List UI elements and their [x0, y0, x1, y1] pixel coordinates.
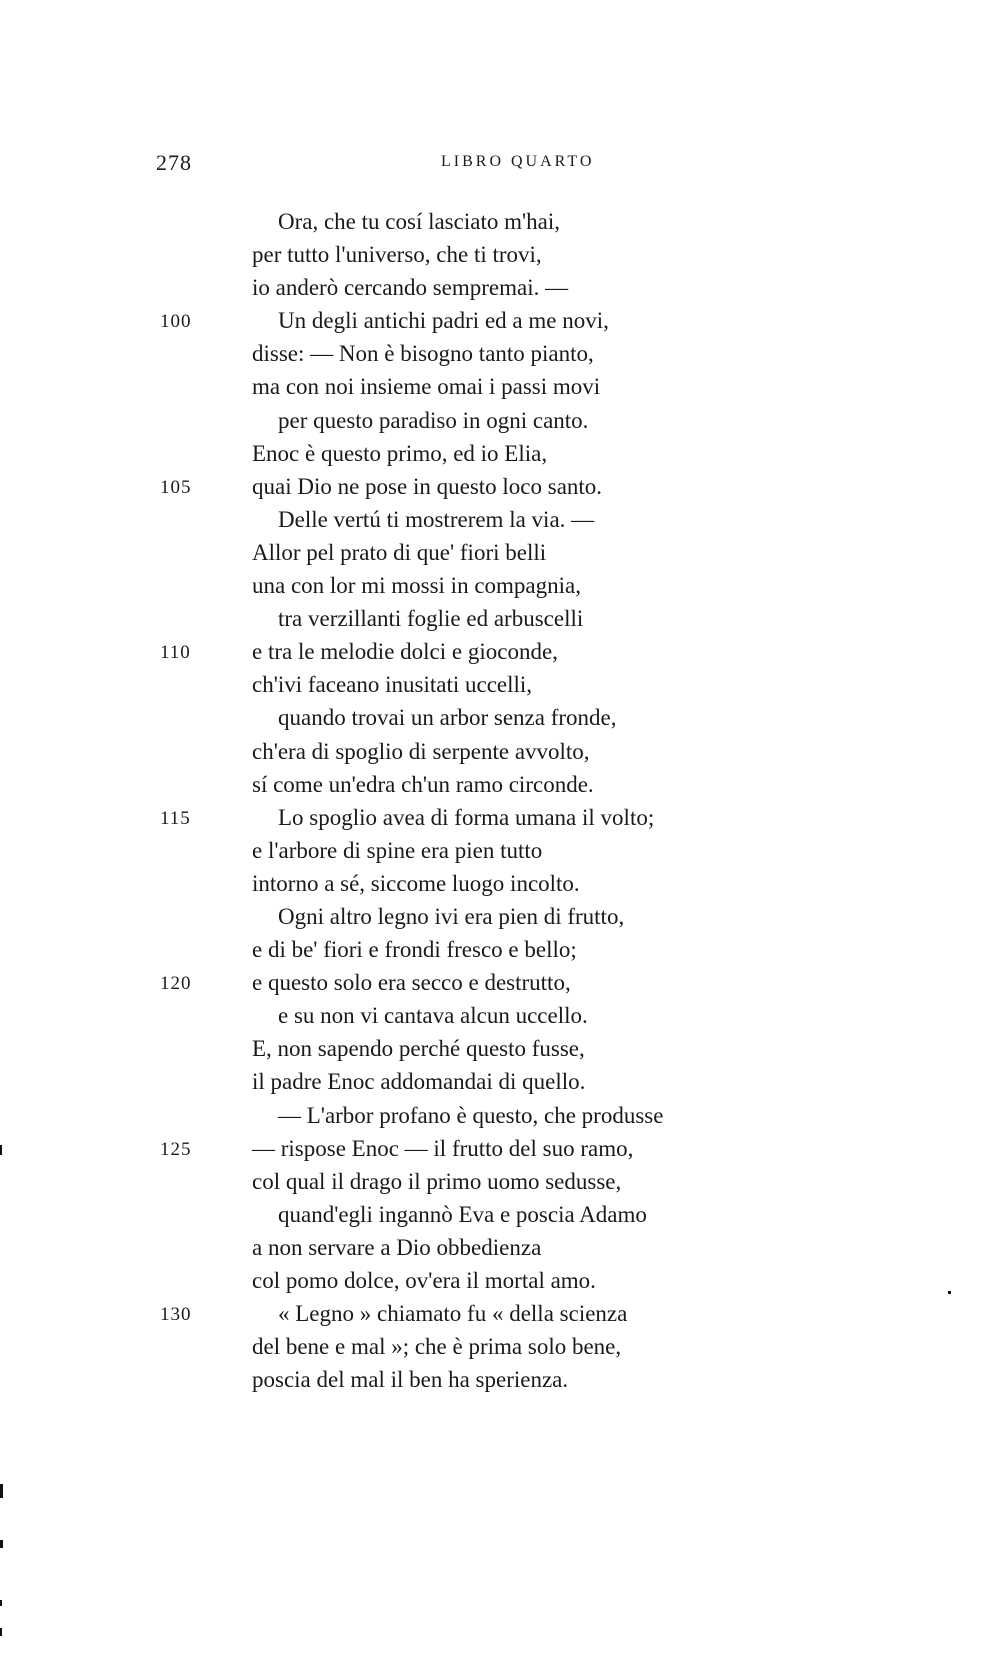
verse-line	[0, 1330, 998, 1363]
verse-line	[0, 271, 998, 304]
verse-line	[0, 1198, 998, 1231]
verse-line	[0, 437, 998, 470]
verse-line	[0, 1231, 998, 1264]
page-number: 278	[156, 150, 192, 175]
verse-text: a non servare a Dio obbedienza	[252, 1234, 542, 1260]
verse-text: del bene e mal »; che è prima solo bene,	[252, 1334, 622, 1360]
verse-text: col qual il drago il primo uomo sedusse,	[252, 1168, 622, 1194]
verse-text: ch'ivi faceano inusitati uccelli,	[252, 672, 533, 698]
verse-text: e di be' fiori e frondi fresco e bello;	[252, 937, 577, 963]
verse-line	[0, 470, 998, 503]
verse-line	[0, 1264, 998, 1297]
verse-text: quando trovai un arbor senza fronde,	[278, 705, 617, 731]
verse-line	[0, 1032, 998, 1065]
verse-text: E, non sapendo perché questo fusse,	[252, 1036, 585, 1062]
line-number: 120	[160, 973, 192, 995]
verse-line	[0, 933, 998, 966]
verse-text: Enoc è questo primo, ed io Elia,	[252, 440, 548, 466]
verse-line	[0, 768, 998, 801]
verse-text: « Legno » chiamato fu « della scienza	[278, 1301, 628, 1327]
verse-line	[0, 867, 998, 900]
running-head: LIBRO QUARTO	[441, 153, 595, 170]
verse-line	[0, 536, 998, 569]
verse-line	[0, 1297, 998, 1330]
scan-speck	[948, 1291, 951, 1294]
verse-text: e l'arbore di spine era pien tutto	[252, 837, 543, 863]
verse-line	[0, 900, 998, 933]
line-number: 105	[160, 476, 192, 498]
verse-block	[0, 205, 998, 1396]
verse-line	[0, 238, 998, 271]
verse-text: ch'era di spoglio di serpente avvolto,	[252, 738, 590, 764]
verse-line	[0, 404, 998, 437]
verse-text: poscia del mal il ben ha sperienza.	[252, 1367, 569, 1393]
verse-line	[0, 1132, 998, 1165]
scan-speck	[0, 1540, 3, 1548]
verse-line	[0, 569, 998, 602]
verse-text: per questo paradiso in ogni canto.	[278, 407, 589, 433]
verse-line	[0, 834, 998, 867]
verse-line	[0, 801, 998, 834]
verse-line	[0, 635, 998, 668]
scan-speck	[0, 1145, 2, 1155]
scan-speck	[0, 1484, 3, 1498]
line-number: 100	[160, 311, 192, 333]
line-number: 115	[160, 807, 191, 829]
verse-text: col pomo dolce, ov'era il mortal amo.	[252, 1268, 596, 1293]
verse-text: — rispose Enoc — il frutto del suo ramo,	[252, 1135, 634, 1161]
scan-speck	[0, 1628, 2, 1636]
verse-line	[0, 205, 998, 238]
verse-text: tra verzillanti foglie ed arbuscelli	[278, 606, 584, 632]
verse-line	[0, 1099, 998, 1132]
verse-text: per tutto l'universo, che ti trovi,	[252, 242, 542, 268]
line-number: 130	[160, 1304, 192, 1326]
verse-text: Lo spoglio avea di forma umana il volto;	[278, 804, 655, 830]
verse-line	[0, 668, 998, 701]
verse-text: e tra le melodie dolci e gioconde,	[252, 639, 558, 665]
verse-text: Ora, che tu cosí lasciato m'hai,	[278, 209, 560, 234]
verse-text: intorno a sé, siccome luogo incolto.	[252, 870, 580, 896]
verse-text: e su non vi cantava alcun uccello.	[278, 1003, 588, 1029]
verse-text: sí come un'edra ch'un ramo circonde.	[252, 771, 594, 797]
line-number: 110	[160, 642, 191, 664]
scan-speck	[0, 1600, 2, 1606]
verse-line	[0, 999, 998, 1032]
verse-text: una con lor mi mossi in compagnia,	[252, 573, 581, 599]
verse-text: Allor pel prato di que' fiori belli	[252, 539, 547, 565]
verse-line	[0, 304, 998, 337]
verse-text: — L'arbor profano è questo, che produsse	[278, 1102, 664, 1128]
verse-text: disse: — Non è bisogno tanto pianto,	[252, 341, 594, 367]
verse-text: ma con noi insieme omai i passi movi	[252, 374, 601, 400]
verse-line	[0, 602, 998, 635]
verse-line	[0, 337, 998, 370]
verse-text: quand'egli ingannò Eva e poscia Adamo	[278, 1201, 647, 1227]
line-number: 125	[160, 1138, 192, 1160]
verse-line	[0, 503, 998, 536]
verse-line	[0, 735, 998, 768]
verse-line	[0, 370, 998, 403]
verse-text: io anderò cercando sempremai. —	[252, 275, 569, 301]
verse-line	[0, 1165, 998, 1198]
verse-text: il padre Enoc addomandai di quello.	[252, 1069, 586, 1095]
verse-line	[0, 701, 998, 734]
verse-line	[0, 1065, 998, 1098]
verse-text: Un degli antichi padri ed a me novi,	[278, 308, 609, 334]
verse-text: Ogni altro legno ivi era pien di frutto,	[278, 903, 625, 929]
verse-text: quai Dio ne pose in questo loco santo.	[252, 473, 603, 499]
verse-text: e questo solo era secco e destrutto,	[252, 970, 571, 996]
verse-line	[0, 966, 998, 999]
verse-line	[0, 1363, 998, 1396]
verse-text: Delle vertú ti mostrerem la via. —	[278, 506, 595, 532]
